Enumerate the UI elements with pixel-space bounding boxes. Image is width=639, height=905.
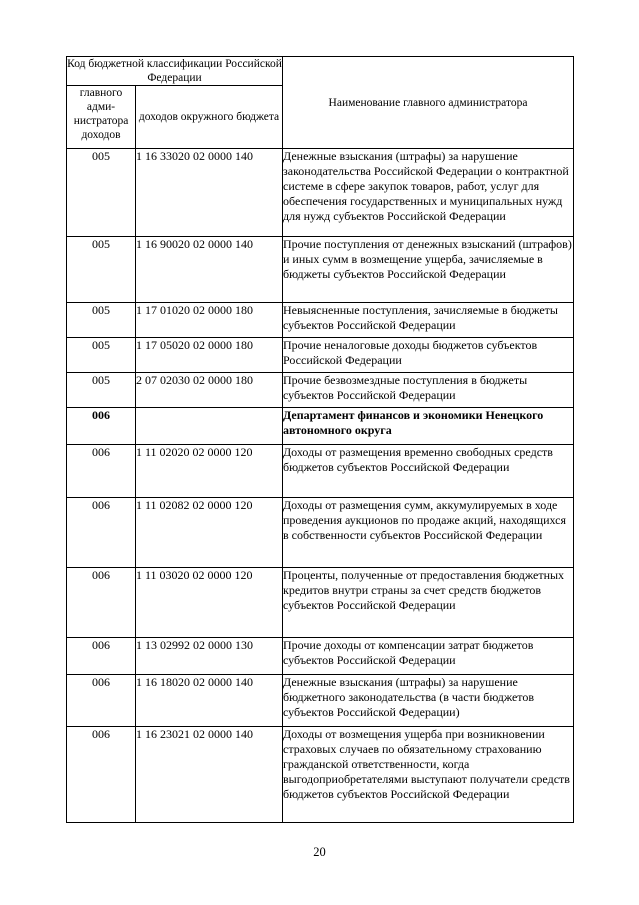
table-row	[67, 373, 574, 408]
admin-name-cell: Денежные взыскания (штрафы) за нарушение бюджетного законодательства (в части бюджетов субъектов Российской Федерации)	[283, 675, 574, 727]
header-budget-income: доходов окружного бюджета	[136, 86, 283, 149]
admin-name-cell: Проценты, полученные от предоставления бюджетных кредитов внутри страны за счет средств бюджетов субъектов Российской Федерации	[283, 568, 574, 638]
admin-code-cell: 006	[67, 498, 136, 568]
admin-name-cell: Департамент финансов и экономики Ненецкого автономного округа	[283, 408, 574, 445]
table-row	[67, 675, 574, 727]
header-admin-name: Наименование главного администратора	[283, 57, 574, 149]
income-code-cell: 1 16 23021 02 0000 140	[136, 727, 283, 823]
page-number: 20	[313, 845, 326, 859]
income-code-cell: 1 11 02020 02 0000 120	[136, 445, 283, 498]
admin-name-cell: Прочие поступления от денежных взысканий (штрафов) и иных сумм в возмещение ущерба, зачисляемые в бюджеты субъектов Российской Федерации	[283, 237, 574, 303]
income-code-cell: 1 16 90020 02 0000 140	[136, 237, 283, 303]
table-row	[67, 638, 574, 675]
table-row	[67, 568, 574, 638]
table-row	[67, 338, 574, 373]
income-code-cell: 1 13 02992 02 0000 130	[136, 638, 283, 675]
income-code-cell: 1 17 05020 02 0000 180	[136, 338, 283, 373]
admin-code-cell: 006	[67, 727, 136, 823]
admin-code-cell: 005	[67, 373, 136, 408]
income-code-cell: 1 11 03020 02 0000 120	[136, 568, 283, 638]
admin-code-cell: 005	[67, 149, 136, 237]
admin-name-cell: Доходы от размещения временно свободных средств бюджетов субъектов Российской Федерации	[283, 445, 574, 498]
income-code-cell	[136, 408, 283, 445]
table-row	[67, 303, 574, 338]
budget-classification-table	[66, 56, 574, 823]
income-code-cell: 2 07 02030 02 0000 180	[136, 373, 283, 408]
table-row	[67, 498, 574, 568]
income-code-cell: 1 17 01020 02 0000 180	[136, 303, 283, 338]
table-row	[67, 727, 574, 823]
admin-name-cell: Доходы от возмещения ущерба при возникновении страховых случаев по обязательному страхованию гражданской ответственности, когда выгодоприобретателями выступают получатели средств бюджетов субъектов Российской Федерации	[283, 727, 574, 823]
admin-code-cell: 006	[67, 638, 136, 675]
admin-name-cell: Невыясненные поступления, зачисляемые в бюджеты субъектов Российской Федерации	[283, 303, 574, 338]
table-row	[67, 149, 574, 237]
admin-name-cell: Доходы от размещения сумм, аккумулируемых в ходе проведения аукционов по продаже акций, находящихся в собственности субъектов Российской Федерации	[283, 498, 574, 568]
admin-code-cell: 006	[67, 408, 136, 445]
header-row-group	[67, 57, 574, 86]
table-row	[67, 445, 574, 498]
header-code-group: Код бюджетной классификации Российской Федерации	[67, 58, 282, 84]
admin-code-cell: 005	[67, 303, 136, 338]
income-code-cell: 1 16 18020 02 0000 140	[136, 675, 283, 727]
table-row	[67, 408, 574, 445]
income-code-cell: 1 11 02082 02 0000 120	[136, 498, 283, 568]
admin-code-cell: 005	[67, 237, 136, 303]
admin-name-cell: Прочие доходы от компенсации затрат бюджетов субъектов Российской Федерации	[283, 638, 574, 675]
income-code-cell: 1 16 33020 02 0000 140	[136, 149, 283, 237]
admin-name-cell: Денежные взыскания (штрафы) за нарушение законодательства Российской Федерации о контрактной системе в сфере закупок товаров, работ, услуг для обеспечения государственных и муниципальных нужд для нужд субъектов Российской Федерации	[283, 149, 574, 237]
admin-name-cell: Прочие безвозмездные поступления в бюджеты субъектов Российской Федерации	[283, 373, 574, 408]
admin-code-cell: 006	[67, 568, 136, 638]
table-row	[67, 237, 574, 303]
admin-code-cell: 006	[67, 675, 136, 727]
admin-code-cell: 006	[67, 445, 136, 498]
header-main-admin: главного адми-нистратора доходов	[67, 86, 136, 149]
admin-name-cell: Прочие неналоговые доходы бюджетов субъектов Российской Федерации	[283, 338, 574, 373]
admin-code-cell: 005	[67, 338, 136, 373]
